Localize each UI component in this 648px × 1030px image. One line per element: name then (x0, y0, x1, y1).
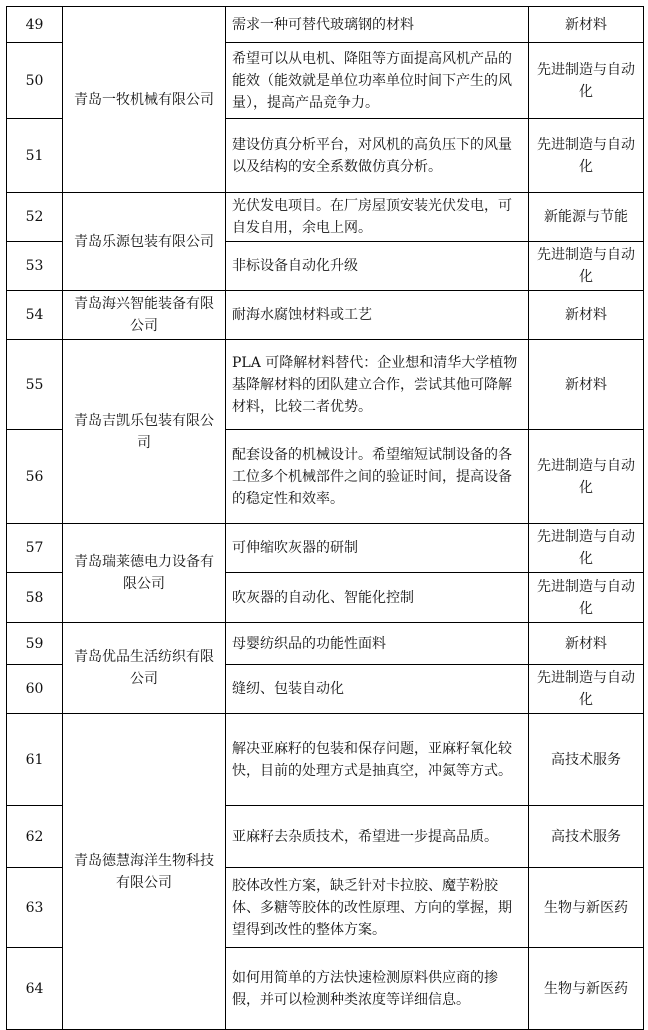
category: 新材料 (529, 340, 644, 430)
requirement-text: 建设仿真分析平台，对风机的高负压下的风量以及结构的安全系数做仿真分析。 (226, 119, 529, 193)
company-name: 青岛瑞莱德电力设备有限公司 (63, 524, 226, 623)
requirement-text: 解决亚麻籽的包装和保存问题，亚麻籽氧化较快，目前的处理方式是抽真空，冲氮等方式。 (226, 714, 529, 806)
category: 先进制造与自动化 (529, 430, 644, 524)
requirement-text: 亚麻籽去杂质技术，希望进一步提高品质。 (226, 806, 529, 868)
requirement-text: 母婴纺织品的功能性面料 (226, 623, 529, 665)
requirement-text: 缝纫、包装自动化 (226, 665, 529, 714)
table-row (7, 193, 644, 242)
requirement-text: PLA 可降解材料替代：企业想和清华大学植物基降解材料的团队建立合作，尝试其他可降解材料，比较二者优势。 (226, 340, 529, 430)
requirement-text: 配套设备的机械设计。希望缩短试制设备的各工位多个机械部件之间的验证时间，提高设备的稳定性和效率。 (226, 430, 529, 524)
table-row (7, 623, 644, 665)
category: 生物与新医药 (529, 868, 644, 948)
company-name: 青岛一牧机械有限公司 (63, 7, 226, 193)
table-row (7, 524, 644, 573)
category: 新材料 (529, 7, 644, 43)
category: 先进制造与自动化 (529, 573, 644, 623)
category: 新能源与节能 (529, 193, 644, 242)
row-number: 63 (7, 868, 63, 948)
category: 新材料 (529, 291, 644, 340)
requirement-text: 光伏发电项目。在厂房屋顶安装光伏发电，可自发自用，余电上网。 (226, 193, 529, 242)
company-name: 青岛吉凯乐包装有限公司 (63, 340, 226, 524)
row-number: 60 (7, 665, 63, 714)
requirement-text: 耐海水腐蚀材料或工艺 (226, 291, 529, 340)
requirement-text: 吹灰器的自动化、智能化控制 (226, 573, 529, 623)
row-number: 54 (7, 291, 63, 340)
company-name: 青岛乐源包装有限公司 (63, 193, 226, 291)
requirement-text: 非标设备自动化升级 (226, 242, 529, 291)
table-row (7, 714, 644, 806)
row-number: 50 (7, 43, 63, 119)
requirements-table (6, 6, 644, 1030)
category: 先进制造与自动化 (529, 524, 644, 573)
requirement-text: 可伸缩吹灰器的研制 (226, 524, 529, 573)
category: 先进制造与自动化 (529, 43, 644, 119)
company-name: 青岛海兴智能装备有限公司 (63, 291, 226, 340)
category: 生物与新医药 (529, 948, 644, 1030)
row-number: 61 (7, 714, 63, 806)
company-name: 青岛德慧海洋生物科技有限公司 (63, 714, 226, 1030)
category: 先进制造与自动化 (529, 242, 644, 291)
row-number: 59 (7, 623, 63, 665)
row-number: 56 (7, 430, 63, 524)
category: 先进制造与自动化 (529, 119, 644, 193)
table-row (7, 340, 644, 430)
row-number: 57 (7, 524, 63, 573)
company-name: 青岛优品生活纺织有限公司 (63, 623, 226, 714)
category: 先进制造与自动化 (529, 665, 644, 714)
table-row (7, 7, 644, 43)
row-number: 52 (7, 193, 63, 242)
requirement-text: 胶体改性方案，缺乏针对卡拉胶、魔芋粉胶体、多糖等胶体的改性原理、方向的掌握，期望得到改性的整体方案。 (226, 868, 529, 948)
category: 高技术服务 (529, 714, 644, 806)
row-number: 62 (7, 806, 63, 868)
category: 高技术服务 (529, 806, 644, 868)
row-number: 49 (7, 7, 63, 43)
requirement-text: 如何用简单的方法快速检测原料供应商的掺假，并可以检测种类浓度等详细信息。 (226, 948, 529, 1030)
row-number: 55 (7, 340, 63, 430)
requirement-text: 需求一种可替代玻璃钢的材料 (226, 7, 529, 43)
row-number: 53 (7, 242, 63, 291)
category: 新材料 (529, 623, 644, 665)
table-row (7, 291, 644, 340)
requirement-text: 希望可以从电机、降阻等方面提高风机产品的能效（能效就是单位功率单位时间下产生的风量），提高产品竞争力。 (226, 43, 529, 119)
row-number: 58 (7, 573, 63, 623)
row-number: 51 (7, 119, 63, 193)
row-number: 64 (7, 948, 63, 1030)
